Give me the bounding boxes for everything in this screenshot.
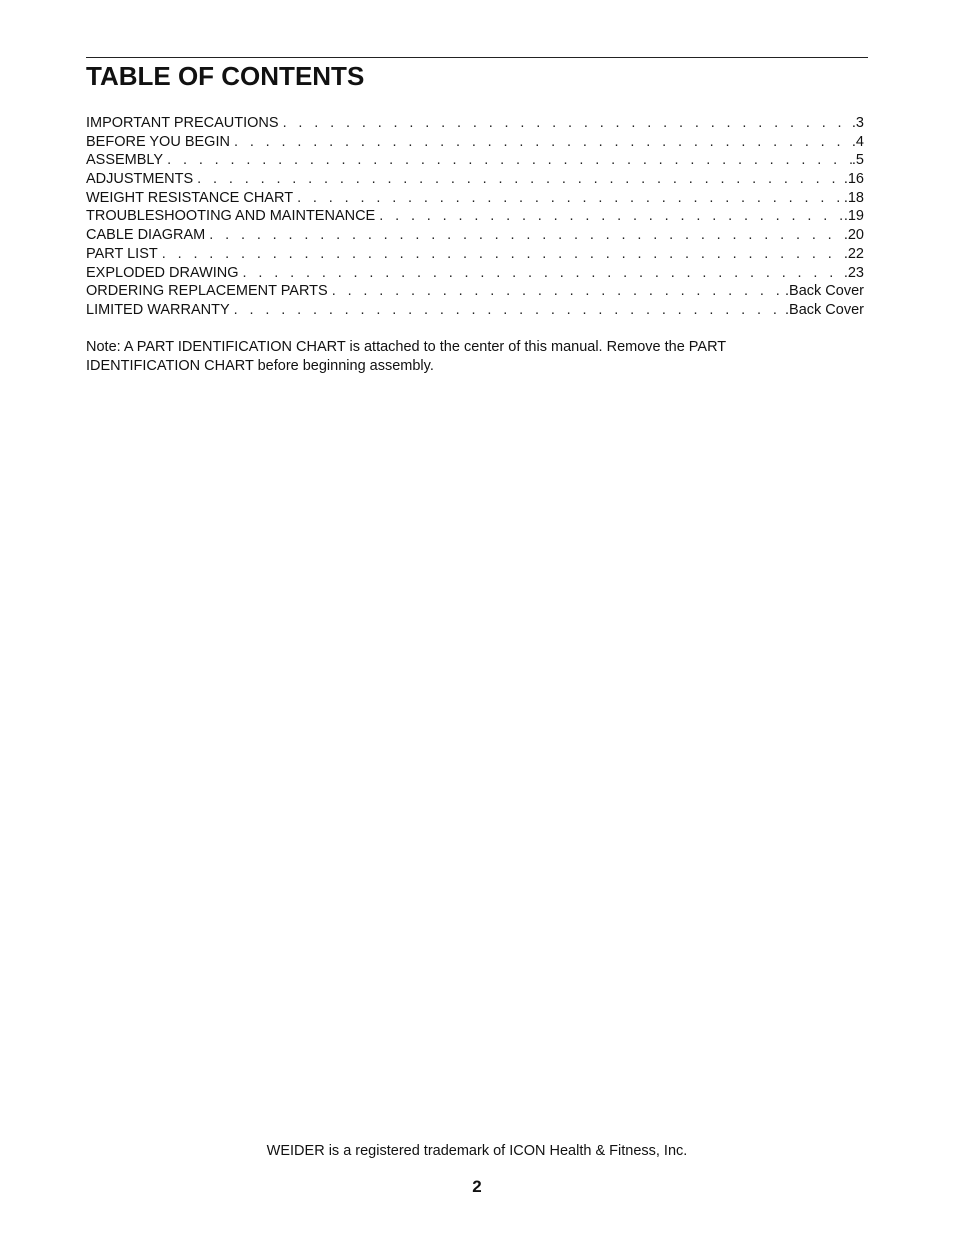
toc-entry-ordering-replacement-parts[interactable] [86,282,864,301]
toc-entry-label: PART LIST [86,245,158,262]
toc-entry-before-you-begin[interactable] [86,133,864,152]
dot-leader [283,114,852,133]
dot-leader [209,226,844,245]
page-number: 2 [472,1177,482,1196]
toc-entry-page: .20 [843,227,864,244]
dot-leader [332,282,785,301]
dot-leader [167,151,852,170]
dot-leader [197,170,844,189]
toc-entry-exploded-drawing[interactable] [86,264,864,283]
toc-entry-important-precautions[interactable] [86,114,864,133]
toc-entry-label: LIMITED WARRANTY [86,301,230,318]
toc-entry-label: IMPORTANT PRECAUTIONS [86,115,279,131]
table-of-contents [86,114,864,320]
toc-entry-troubleshooting-and-maintenance[interactable] [86,207,864,226]
dot-leader [297,189,844,208]
toc-entry-adjustments[interactable] [86,170,864,189]
toc-entry-label: BEFORE YOU BEGIN [86,133,230,150]
toc-entry-page: .23 [843,264,864,281]
dot-leader [162,245,844,264]
toc-entry-limited-warranty[interactable] [86,301,864,320]
toc-entry-page: .18 [843,189,864,206]
toc-entry-label: WEIGHT RESISTANCE CHART [86,189,294,206]
toc-entry-cable-diagram[interactable] [86,226,864,245]
toc-entry-label: EXPLODED DRAWING [86,264,239,281]
toc-entry-page: .5 [851,152,864,169]
dot-leader [234,301,785,320]
toc-entry-page: .Back Cover [785,283,864,300]
toc-entry-page: .19 [843,208,864,225]
toc-entry-label: ORDERING REPLACEMENT PARTS [86,283,328,300]
header-rule [86,57,868,58]
dot-leader [243,264,844,283]
toc-entry-label: TROUBLESHOOTING AND MAINTENANCE [86,208,376,225]
toc-entry-page: .16 [843,171,864,188]
assembly-note: Note: A PART IDENTIFICATION CHART is attached to the center of this manual. Remove the PART IDENTIFICATION CHART before beginning assembly. [86,339,726,374]
trademark-notice: WEIDER is a registered trademark of ICON Health & Fitness, Inc. [266,1143,688,1159]
dot-leader [379,207,844,226]
toc-entry-page: .3 [851,115,864,131]
dot-leader [234,133,852,152]
toc-entry-part-list[interactable] [86,245,864,264]
toc-entry-weight-resistance-chart[interactable] [86,189,864,208]
toc-entry-label: ADJUSTMENTS [86,171,194,188]
toc-entry-label: ASSEMBLY [86,152,164,169]
toc-entry-assembly[interactable] [86,151,864,170]
toc-entry-page: .Back Cover [785,301,864,318]
toc-entry-label: CABLE DIAGRAM [86,227,206,244]
toc-entry-page: .4 [851,133,864,150]
page-title: TABLE OF CONTENTS [86,61,365,91]
toc-entry-page: .22 [843,245,864,262]
